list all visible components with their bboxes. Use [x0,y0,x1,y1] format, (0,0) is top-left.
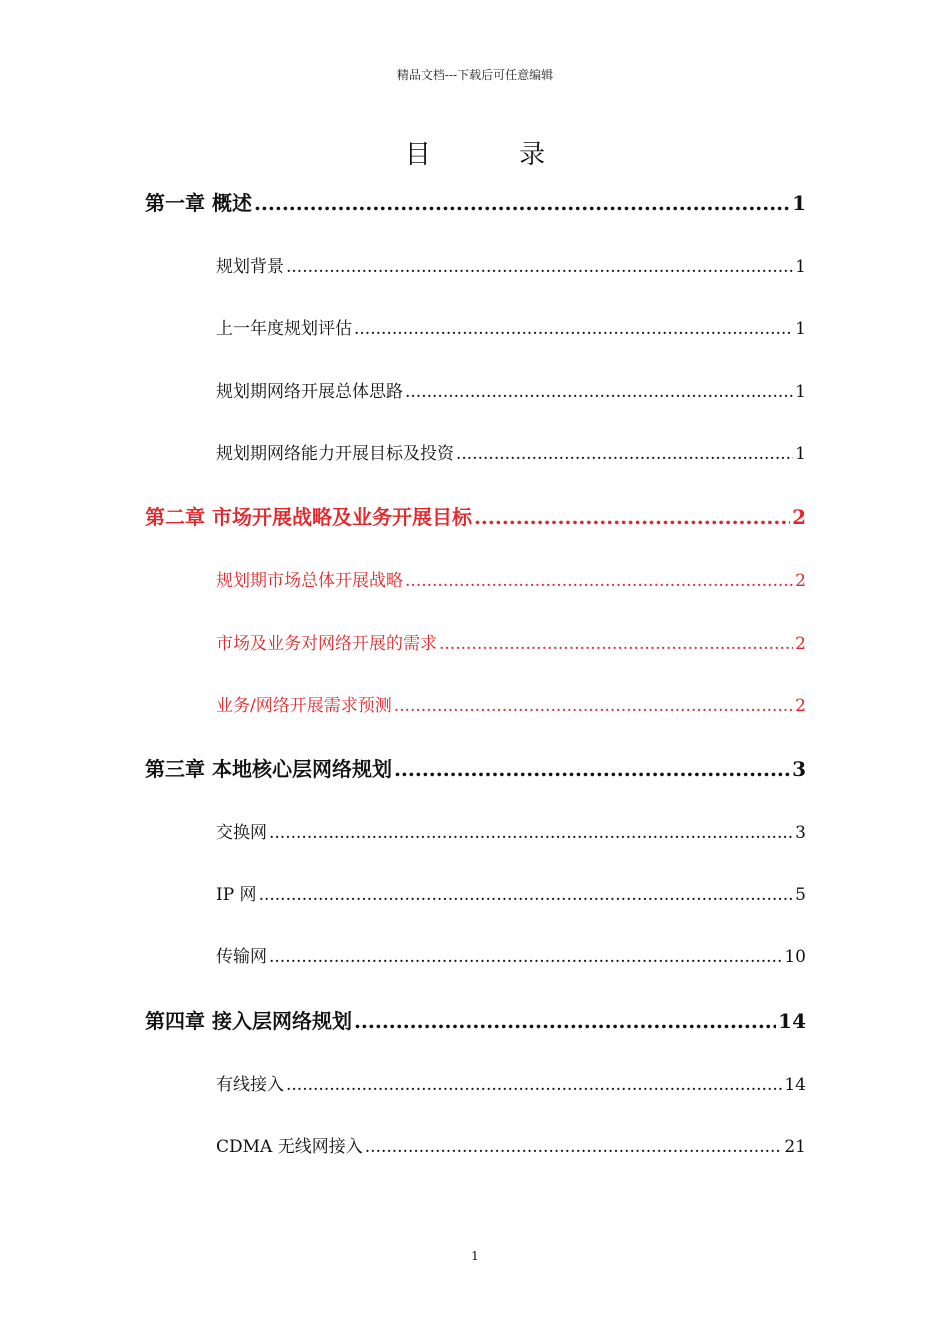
toc-entry-label: 规划期网络开展总体思路 [216,382,403,402]
toc-entry-page: 14 [778,1009,806,1033]
toc-entry-section[interactable] [216,252,806,277]
toc-title: 目 录 [404,140,586,170]
toc-entry-page: 1 [795,257,806,277]
toc-entry-section[interactable] [216,314,806,339]
toc-entry-label: 第三章 本地核心层网络规划 [145,757,392,781]
toc-entry-label: 规划期市场总体开展战略 [216,571,403,591]
toc-entry-page: 21 [784,1137,806,1157]
toc-entry-page: 2 [792,505,806,529]
toc-entry-label: 第四章 接入层网络规划 [145,1009,352,1033]
toc-leader-dots [405,382,793,402]
toc-entry-section[interactable] [216,880,806,905]
toc-leader-dots [365,1137,783,1157]
toc-entry-page: 5 [795,885,806,905]
toc-entry-page: 14 [784,1075,806,1095]
toc-leader-dots [394,696,793,716]
toc-entry-label: 上一年度规划评估 [216,319,352,339]
toc-leader-dots [474,505,790,529]
toc-entry-page: 2 [795,696,806,716]
toc-entry-label: 市场及业务对网络开展的需求 [216,634,437,654]
toc-leader-dots [394,757,790,781]
toc-entry-label: 业务/网络开展需求预测 [216,696,392,716]
toc-leader-dots [259,885,794,905]
toc-entry-label: 传输网 [216,947,267,967]
toc-entry-chapter[interactable] [145,1005,806,1034]
toc-entry-page: 2 [795,571,806,591]
toc-leader-dots [286,1075,782,1095]
toc-entry-page: 1 [792,191,806,215]
toc-entry-page: 2 [795,634,806,654]
toc-entry-label: 规划期网络能力开展目标及投资 [216,444,454,464]
toc-leader-dots [269,823,793,843]
toc-entry-section[interactable] [216,1070,806,1095]
toc-entry-section[interactable] [216,439,806,464]
toc-entry-chapter[interactable] [145,187,806,216]
toc-entry-section[interactable] [216,691,806,716]
toc-entry-label: 交换网 [216,823,267,843]
toc-leader-dots [269,947,782,967]
toc-entry-section[interactable] [216,818,806,843]
toc-entry-page: 10 [784,947,806,967]
toc-leader-dots [254,191,790,215]
toc-leader-dots [286,257,793,277]
toc-entry-label: 第二章 市场开展战略及业务开展目标 [145,505,472,529]
page-number: 1 [471,1249,479,1263]
toc-entry-label: 第一章 概述 [145,191,252,215]
toc-leader-dots [354,319,793,339]
toc-entry-label: 有线接入 [216,1075,284,1095]
toc-entry-section[interactable] [216,629,806,654]
toc-entry-chapter[interactable] [145,753,806,782]
toc-leader-dots [439,634,793,654]
toc-entry-page: 3 [795,823,806,843]
toc-entry-page: 3 [792,757,806,781]
toc-entry-section[interactable] [216,942,806,967]
toc-leader-dots [405,571,793,591]
toc-entry-page: 1 [795,444,806,464]
toc-entry-chapter[interactable] [145,501,806,530]
toc-leader-dots [354,1009,776,1033]
toc-entry-label: CDMA 无线网接入 [216,1137,363,1157]
toc-entry-section[interactable] [216,566,806,591]
toc-entry-label: IP 网 [216,885,257,905]
page-header: 精品文档---下载后可任意编辑 [396,68,554,82]
toc-entry-section[interactable] [216,377,806,402]
toc-entry-section[interactable] [216,1132,806,1157]
toc-entry-page: 1 [795,382,806,402]
toc-entry-page: 1 [795,319,806,339]
toc-leader-dots [456,444,793,464]
toc-entry-label: 规划背景 [216,257,284,277]
